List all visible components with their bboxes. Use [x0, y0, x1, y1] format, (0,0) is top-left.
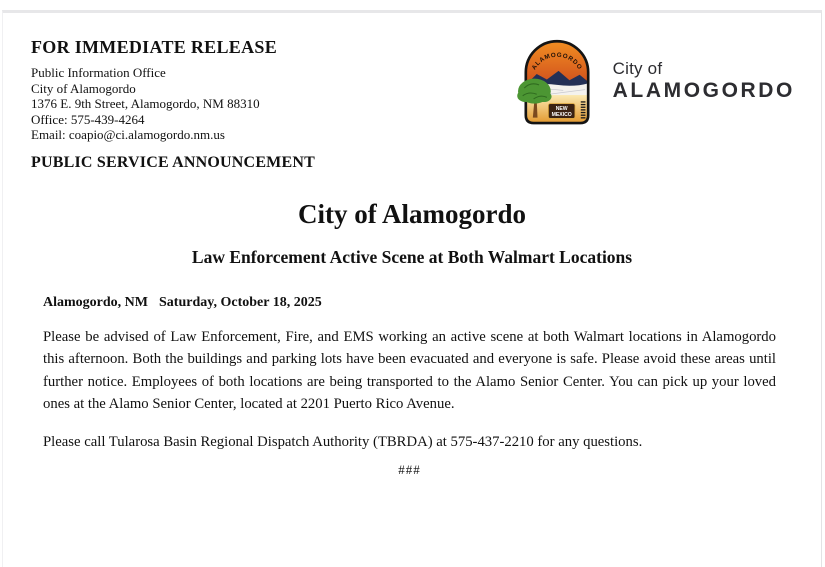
psa-label: PUBLIC SERVICE ANNOUNCEMENT: [31, 153, 315, 171]
city-logo: [517, 35, 799, 127]
state-label-new: NEW: [555, 106, 568, 113]
state-label-mexico: MEXICO: [551, 112, 572, 119]
wordmark-city-of: City of: [612, 58, 663, 78]
document-title: City of Alamogordo: [298, 198, 526, 229]
seal-arc-text: ALAMOGORDO: [530, 51, 584, 72]
end-mark: ###: [398, 462, 421, 477]
contact-address: 1376 E. 9th Street, Alamogordo, NM 88310: [31, 96, 260, 112]
body-paragraph-2: Please call Tularosa Basin Regional Dispatch Authority (TBRDA) at 575-437-2210 for any questions.: [43, 433, 643, 450]
header: [3, 37, 821, 143]
body-paragraph-1: Please be advised of Law Enforcement, Fire, and EMS working an active scene at both Walmart locations in Alamogordo this afternoon. Both the buildings and parking lots have been evacuated and everyone is safe. Please avoid these areas until further notice. Employees of both locations are being transported to the Alamo Senior Center. You can pick up your loved ones at the Alamo Senior Center, located at 2201 Puerto Rico Avenue.: [43, 328, 776, 413]
contact-org: City of Alamogordo: [31, 80, 136, 96]
contact-email: Email: coapio@ci.alamogordo.nm.us: [31, 127, 225, 143]
wordmark-alamogordo: ALAMOGORDO: [612, 79, 795, 103]
contact-phone: Office: 575-439-4264: [31, 111, 145, 127]
contact-block: [31, 37, 277, 143]
dateline-date: Saturday, October 18, 2025: [159, 294, 322, 310]
release-label: FOR IMMEDIATE RELEASE: [31, 37, 277, 57]
page-frame: [2, 10, 822, 567]
state-plate: [548, 104, 575, 119]
city-seal-icon: [517, 35, 597, 127]
logo-wordmark: [613, 60, 795, 103]
dateline-city: Alamogordo, NM: [43, 294, 148, 310]
document-subtitle: Law Enforcement Active Scene at Both Walmart Locations: [191, 246, 633, 267]
contact-office: Public Information Office: [31, 65, 166, 80]
dateline: [43, 295, 776, 311]
